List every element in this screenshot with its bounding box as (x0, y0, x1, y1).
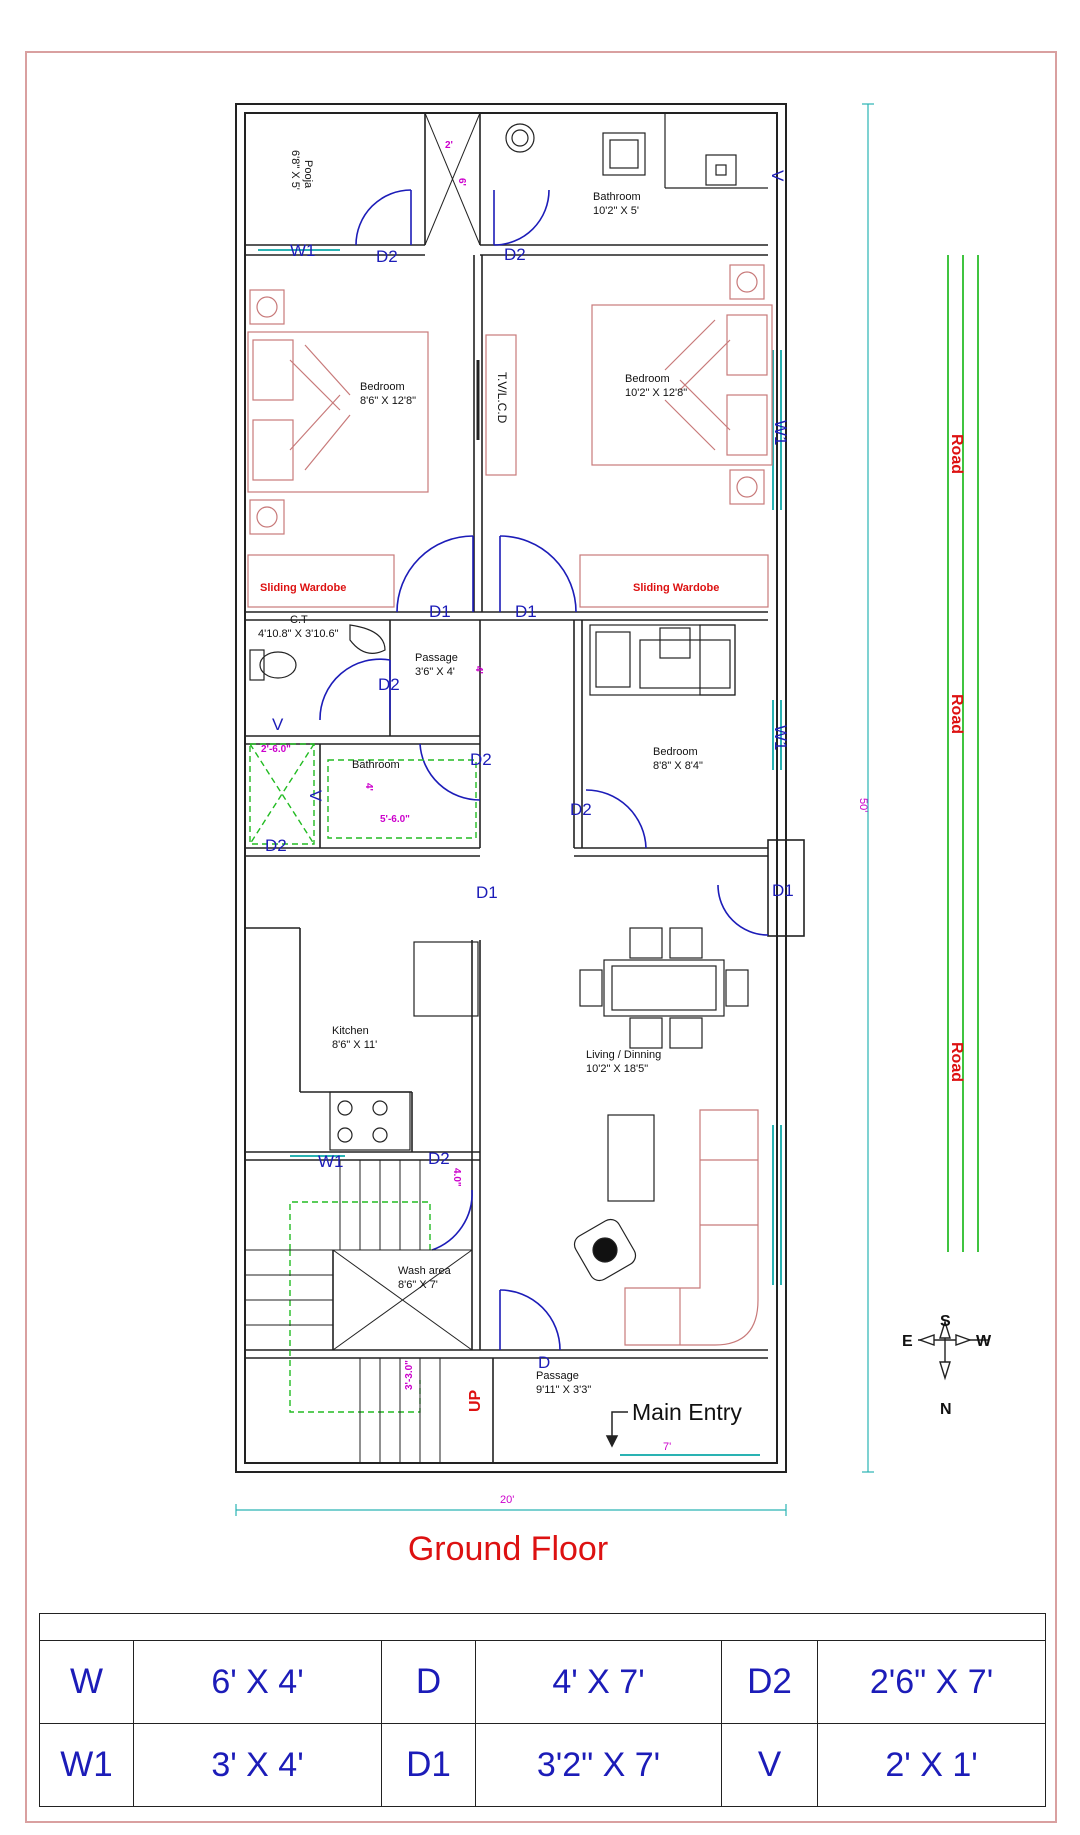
bath-top-name: Bathroom (593, 191, 641, 203)
ct-name: C.T (290, 614, 308, 626)
passage-mid-size: 3'6" X 4' (415, 666, 455, 678)
bed-right (592, 265, 772, 504)
outer-walls (236, 104, 786, 1472)
w1-bed-small-label: W1 (771, 725, 790, 751)
bed-right-name: Bedroom (625, 373, 670, 385)
bed-left (248, 290, 428, 534)
w1-pooja-label: W1 (290, 241, 316, 260)
road-label-3: Road (948, 1042, 965, 1082)
main-entry-arrow (607, 1412, 628, 1446)
table-row (40, 1724, 1046, 1807)
schedule-size: 3' X 4' (134, 1724, 382, 1807)
schedule-code: W (40, 1641, 134, 1724)
schedule-code: W1 (40, 1724, 134, 1807)
v-top-label: V (768, 170, 787, 182)
shaft (425, 113, 480, 245)
opening-labels (265, 170, 794, 1372)
stairs (245, 1160, 440, 1463)
wash-name: Wash area (398, 1265, 451, 1277)
wardrobe-left-label: Sliding Wardobe (260, 582, 347, 594)
schedule-size: 4' X 7' (476, 1641, 722, 1724)
w1-bed-right-label: W1 (771, 420, 790, 446)
ct-corner-dim: 2'-6.0" (261, 744, 291, 755)
shaft-height: 6' (456, 178, 467, 186)
wardrobe-right-label: Sliding Wardobe (633, 582, 720, 594)
wardrobe-left (248, 555, 394, 607)
d2-kitchen-label: D2 (428, 1149, 450, 1168)
schedule-size: 6' X 4' (134, 1641, 382, 1724)
compass-s: S (940, 1313, 951, 1330)
d2-bath-label: D2 (504, 245, 526, 264)
bathroom-fixtures (506, 113, 768, 188)
schedule-code: D2 (722, 1641, 818, 1724)
overall-width-label: 20' (500, 1494, 515, 1506)
d1-left-label: D1 (429, 602, 451, 621)
overall-depth-label: 50' (857, 798, 869, 813)
d1-passage-label: D1 (476, 883, 498, 902)
table-header-row (40, 1614, 1046, 1641)
d2-pooja-label: D2 (376, 247, 398, 266)
road-lines (948, 255, 978, 1252)
bed-small-size: 8'8" X 8'4" (653, 760, 703, 772)
kitchen-door-dim: 4.0" (451, 1168, 462, 1187)
passage-bottom-name: Passage (536, 1370, 579, 1382)
w1-kitchen-label: W1 (318, 1152, 344, 1171)
passage-bottom-size: 9'11" X 3'3" (536, 1384, 592, 1396)
bath-mid-height: 4' (363, 783, 374, 791)
dining-table (580, 928, 748, 1048)
d1-side-label: D1 (772, 881, 794, 900)
opening-schedule-table (39, 1613, 1046, 1807)
compass-e: E (902, 1333, 913, 1350)
d2-ct-label: D2 (378, 675, 400, 694)
stair-gap-dim: 3'-3.0" (404, 1360, 415, 1390)
bed-small-name: Bedroom (653, 746, 698, 758)
pooja-size: 6'8" X 5' (289, 150, 301, 190)
kitchen-name: Kitchen (332, 1025, 369, 1037)
wardrobe-right (580, 555, 768, 607)
bath-mid-width: 5'-6.0" (380, 814, 410, 825)
living-name: Living / Dinning (586, 1049, 662, 1061)
bath-mid-name: Bathroom (352, 759, 400, 771)
shaft-width: 2' (445, 140, 453, 151)
bed-right-size: 10'2" X 12'8" (625, 387, 688, 399)
bed-left-size: 8'6" X 12'8" (360, 395, 417, 407)
passage-height: 4' (473, 666, 484, 674)
table-blank-cell (40, 1614, 1046, 1641)
v-ct-label: V (272, 715, 284, 734)
pooja-name: Pooja (302, 160, 314, 189)
living-size: 10'2" X 18'5" (586, 1063, 649, 1075)
d2-bath-mid-label: D2 (470, 750, 492, 769)
wardrobe-labels (260, 582, 719, 594)
small-bed (590, 625, 735, 695)
sofa (608, 1110, 758, 1345)
v-bath-mid-label: V (306, 790, 325, 802)
ct-size: 4'10.8" X 3'10.6" (258, 628, 339, 640)
tv-label: T.V/L.C.D (495, 372, 509, 424)
schedule-code: V (722, 1724, 818, 1807)
road-label-2: Road (948, 694, 965, 734)
page-title: Ground Floor (407, 1530, 609, 1568)
table-row (40, 1641, 1046, 1724)
main-entry-label: Main Entry (632, 1399, 742, 1425)
interior-walls (245, 113, 768, 1463)
entry-gap-label: 7' (663, 1441, 672, 1453)
d1-right-label: D1 (515, 602, 537, 621)
schedule-size: 2' X 1' (818, 1724, 1046, 1807)
bed-left-name: Bedroom (360, 381, 405, 393)
compass-rose (918, 1322, 988, 1378)
dimension-lines (236, 104, 874, 1516)
bath-top-size: 10'2" X 5' (593, 205, 640, 217)
d2-bed-small-label: D2 (570, 800, 592, 819)
wash-size: 8'6" X 7' (398, 1279, 438, 1291)
compass-n: N (940, 1401, 952, 1418)
schedule-code: D1 (382, 1724, 476, 1807)
d2-corner-label: D2 (265, 836, 287, 855)
d-entry-label: D (538, 1353, 551, 1372)
stair-up-label: UP (467, 1389, 484, 1412)
passage-mid-name: Passage (415, 652, 458, 664)
road-label-1: Road (948, 434, 965, 474)
schedule-size: 2'6" X 7' (818, 1641, 1046, 1724)
kitchen-size: 8'6" X 11' (332, 1039, 378, 1051)
schedule-size: 3'2" X 7' (476, 1724, 722, 1807)
compass-w: W (976, 1333, 992, 1350)
schedule-code: D (382, 1641, 476, 1724)
lounge-chair (571, 1216, 639, 1284)
